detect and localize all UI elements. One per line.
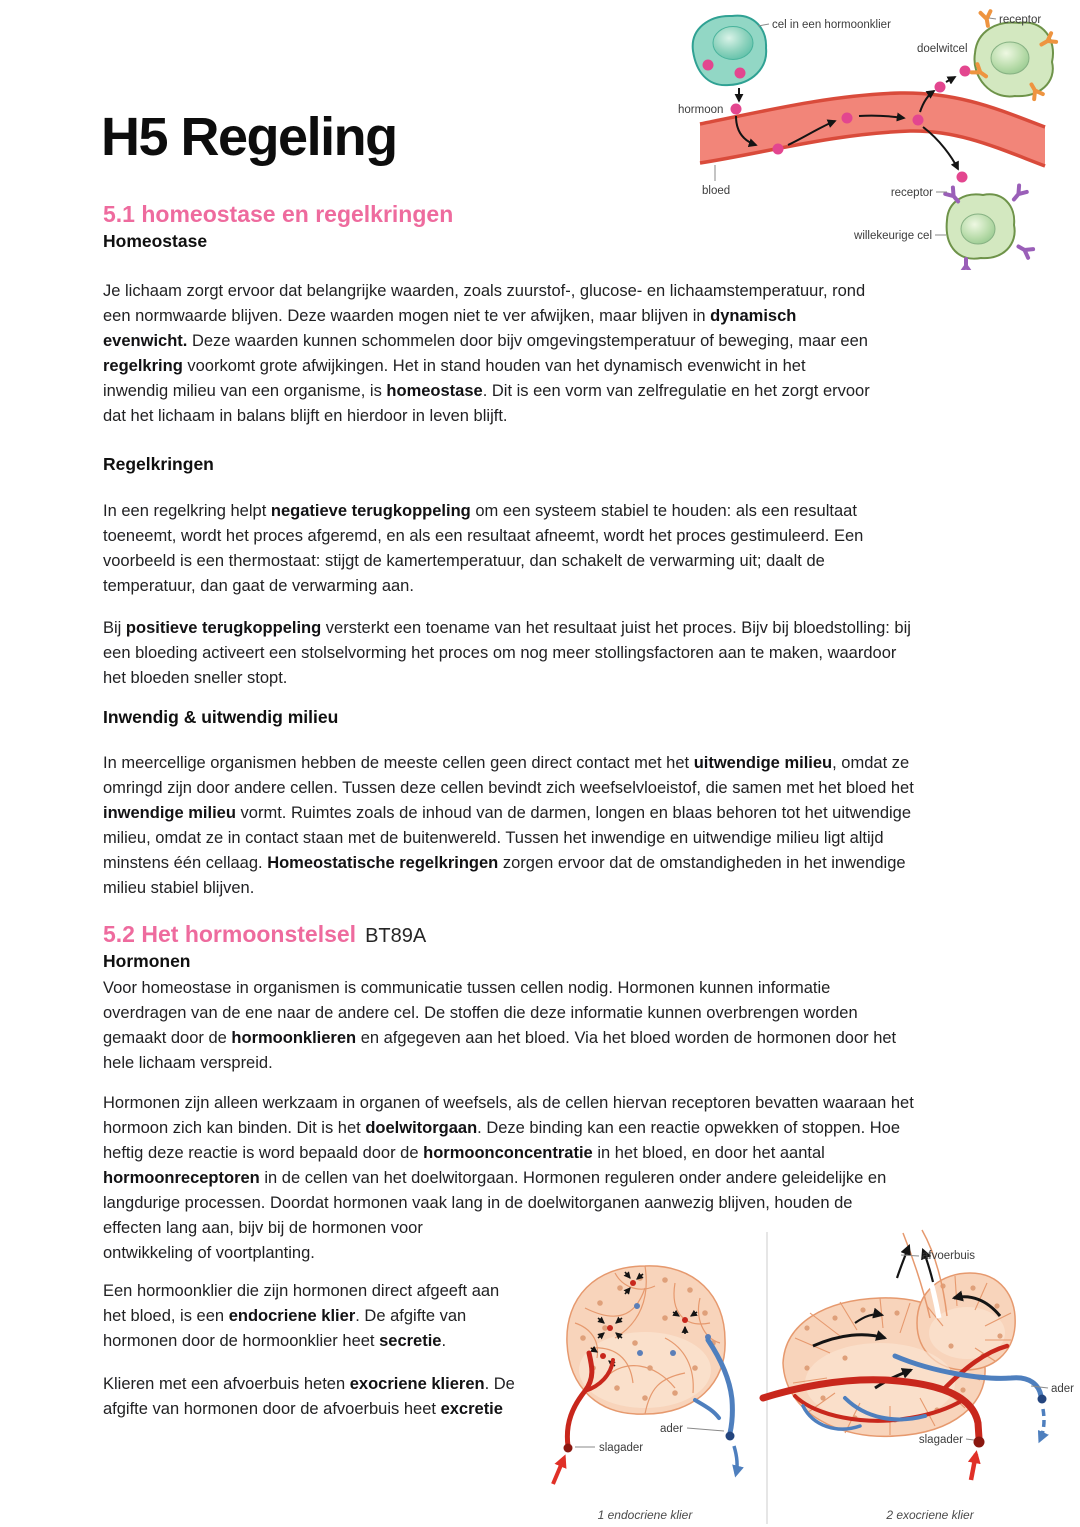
target-cell — [974, 23, 1053, 97]
label-receptor-bottom: receptor — [890, 187, 933, 199]
random-cell — [947, 194, 1015, 258]
caption-endocriene-klier: 1 endocriene klier — [597, 1508, 693, 1522]
hormone-transport-diagram — [655, 5, 1080, 270]
section-5-2-code: BT89A — [365, 925, 427, 947]
label-receptor-top: receptor — [999, 14, 1042, 26]
hormone-gland-cell — [693, 16, 766, 86]
label-bloed: bloed — [702, 185, 731, 197]
caption-exocriene-klier: 2 exocriene klier — [886, 1508, 974, 1522]
label-doelwitcel: doelwitcel — [917, 43, 968, 55]
label-afvoerbuis: afvoerbuis — [922, 1250, 976, 1262]
label-slagader-left: slagader — [599, 1442, 644, 1454]
leader-line — [989, 18, 996, 19]
paragraph-endocriene-klier: Een hormoonklier die zijn hormonen direct afgeeft aan het bloed, is een endocriene klier. De afgifte van hormonen door de hormoonklier heet secretie. — [103, 1282, 500, 1350]
section-5-2-heading — [103, 921, 426, 948]
paragraph-positieve-terugkoppeling: Bij positieve terugkoppeling versterkt een toename van het resultaat juist het proces. Bijv bij bloedstolling: bij een bloeding activeert een stolselvorming het proces om nog meer stollingsfactoren aan te maken, waardoor het bloeden sneller stopt. — [103, 619, 911, 687]
label-ader-left: ader — [659, 1423, 683, 1435]
paragraph-hormonen-intro: Voor homeostase in organismen is communicatie tussen cellen nodig. Hormonen kunnen informatie overdragen van de ene naar de andere cel. De stoffen die deze informatie kunnen overbrengen worden gemaakt door de hormoonklieren en afgegeven aan het bloed. Via het bloed worden de hormonen door het hele lichaam verspreid. — [103, 979, 897, 1072]
endocrine-gland — [553, 1266, 737, 1522]
paragraph-doelwitorgaan: Hormonen zijn alleen werkzaam in organen of weefsels, als de cellen hiervan receptoren bevatten waaraan het hormoon zich kan binden. Dit is het doelwitorgaan. Deze binding kan een reactie opwekken of stoppen. Hoe heftig deze reactie is word bepaald door de hormoonconcentratie in het bloed, en door het aantal hormoonreceptoren in de cellen van het doelwitorgaan. Hormonen reguleren onder andere geleidelijke en langdurige processen. Doordat hormonen vaak lang in de doelwitorganen aanwezig blijven, houden de effecten lang aan, bijv bij de hormonen voor ontwikkeling of voortplanting. — [103, 1094, 914, 1262]
blood-vessel — [700, 93, 1045, 166]
glands-diagram — [545, 1228, 1080, 1527]
label-willekeurige-cel: willekeurige cel — [854, 230, 932, 242]
page-title: H5 Regeling — [101, 107, 397, 167]
paragraph-negatieve-terugkoppeling: In een regelkring helpt negatieve terugkoppeling om een systeem stabiel te houden: als een resultaat toeneemt, wordt het proces afgeremd, en als een resultaat afneemt, wordt het proces gestimuleerd. Een voorbeeld is een thermostaat: stijgt de kamertemperatuur, dan schakelt de verwarming uit; daalt de temperatuur, dan gaat de verwarming aan. — [103, 502, 864, 595]
leader-line — [687, 1428, 724, 1431]
section-5-2-heading-text: 5.2 Het hormoonstelsel — [103, 921, 357, 947]
subheading-milieu: Inwendig & uitwendig milieu — [103, 707, 339, 727]
exocrine-gland — [763, 1230, 1074, 1522]
subheading-hormonen: Hormonen — [103, 951, 191, 971]
subheading-homeostase: Homeostase — [103, 231, 208, 251]
leader-line — [901, 1255, 919, 1256]
section-5-1-heading: 5.1 homeostase en regelkringen — [103, 201, 454, 227]
leader-line — [966, 1439, 974, 1440]
label-gland-cell: cel in een hormoonklier — [772, 19, 891, 31]
label-slagader-right: slagader — [918, 1434, 963, 1446]
paragraph-milieu: In meercellige organismen hebben de meeste cellen geen direct contact met het uitwendige milieu, omdat ze omringd zijn door andere cellen. Tussen deze cellen bevindt zich weefselvloeistof, die samen met het bloed het inwendige milieu vormt. Ruimtes zoals de inhoud van de darmen, longen en blaas behoren tot het uitwendige milieu, omdat ze in contact staan met de buitenwereld. Tussen het inwendige en uitwendige milieu ligt altijd minstens één cellaag. Homeostatische regelkringen zorgen ervoor dat de omstandigheden in het inwendige milieu stabiel blijven. — [103, 754, 914, 897]
paragraph-exocriene-klieren: Klieren met een afvoerbuis heten exocriene klieren. De afgifte van hormonen door de afvoerbuis heet excretie — [103, 1375, 515, 1418]
label-ader-right: ader — [1051, 1383, 1075, 1395]
subheading-regelkringen: Regelkringen — [103, 454, 214, 474]
paragraph-homeostase: Je lichaam zorgt ervoor dat belangrijke waarden, zoals zuurstof-, glucose- en lichaamstemperatuur, rond een normwaarde blijven. Deze waarden mogen niet te ver afwijken, maar blijven in dynamisch evenwicht. Deze waarden kunnen schommelen door bijv omgevingstemperatuur of beweging, maar een regelkring voorkomt grote afwijkingen. Het in stand houden van het dynamisch evenwicht in het inwendig milieu van een organisme, is homeostase. Dit is een vorm van zelfregulatie en het zorgt ervoor dat het lichaam in balans blijft en hierdoor in leven blijft. — [103, 282, 870, 425]
label-hormoon: hormoon — [678, 104, 724, 116]
